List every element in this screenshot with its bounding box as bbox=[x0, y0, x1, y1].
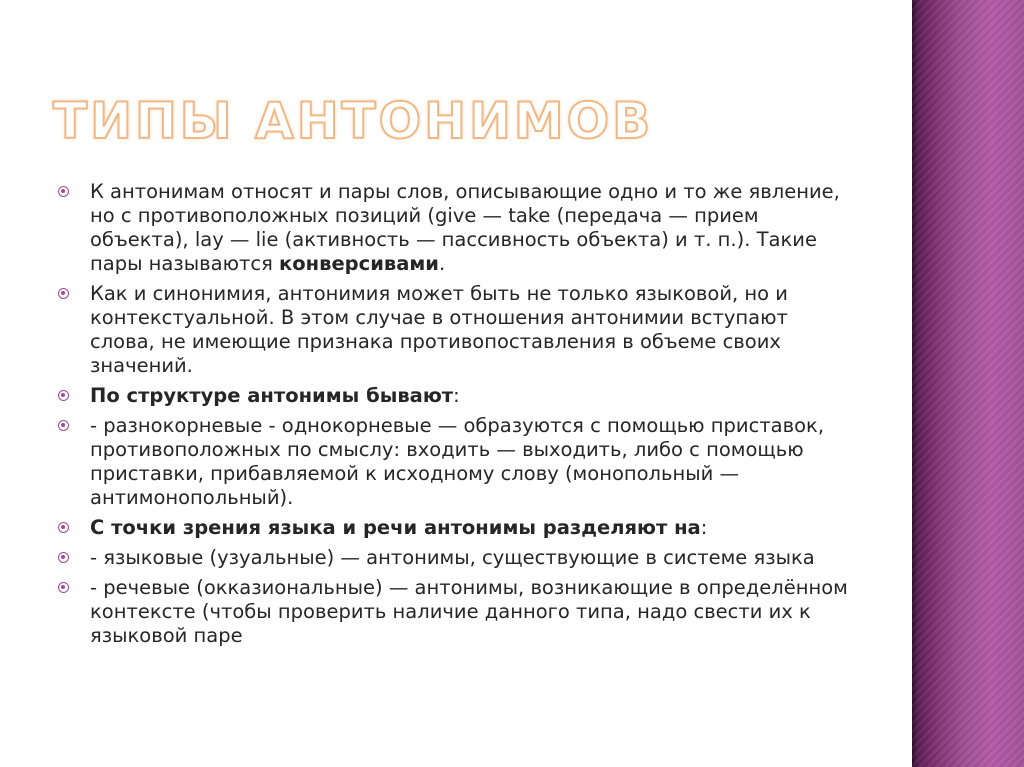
list-item bbox=[58, 384, 858, 408]
bullet-text: - разнокорневые - однокорневые — образуются с помощью приставок, противоположных по смыслу: входить — выходить, либо с помощью приставки, прибавляемой к исходному слову (монопольный — антимонопольный). bbox=[90, 414, 825, 509]
list-item bbox=[58, 516, 858, 540]
list-item bbox=[58, 576, 858, 648]
decorative-side-band bbox=[912, 0, 1024, 767]
bullet-icon bbox=[58, 582, 69, 593]
bullet-text: К антонимам относят и пары слов, описывающие одно и то же явление, но с противоположных позиций (give — take (передача — прием объекта), lay — lie (активность — пассивность объекта) и т. п.). Такие пары называются bbox=[90, 180, 840, 275]
bullet-bold-text: конверсивами bbox=[279, 252, 439, 275]
list-item bbox=[58, 414, 858, 510]
bullet-icon bbox=[58, 186, 69, 197]
bullet-bold-text: По структуре антонимы бывают bbox=[90, 384, 454, 407]
list-item bbox=[58, 546, 858, 570]
bullet-text: Как и синонимия, антонимия может быть не только языковой, но и контекстуальной. В этом случае в отношения антонимии вступают слова, не имеющие признака противопоставления в объеме своих значений. bbox=[90, 282, 788, 377]
slide-title: ТИПЫ АНТОНИМОВ bbox=[53, 92, 654, 150]
bullet-tail: : bbox=[453, 384, 460, 407]
bullet-text: - языковые (узуальные) — антонимы, существующие в системе языка bbox=[90, 546, 815, 569]
list-item bbox=[58, 180, 858, 276]
bullet-icon bbox=[58, 420, 69, 431]
bullet-tail: : bbox=[700, 516, 708, 539]
bullet-icon bbox=[58, 288, 69, 299]
bullet-bold-text: С точки зрения языка и речи антонимы разделяют на bbox=[90, 516, 701, 539]
bullet-icon bbox=[58, 552, 69, 563]
bullet-text: - речевые (окказиональные) — антонимы, возникающие в определённом контексте (чтобы проверить наличие данного типа, надо свести их к языковой паре bbox=[90, 576, 848, 647]
list-item bbox=[58, 282, 858, 378]
bullet-list bbox=[58, 180, 858, 654]
bullet-tail: . bbox=[438, 252, 446, 275]
bullet-icon bbox=[58, 390, 69, 401]
bullet-icon bbox=[58, 522, 69, 533]
